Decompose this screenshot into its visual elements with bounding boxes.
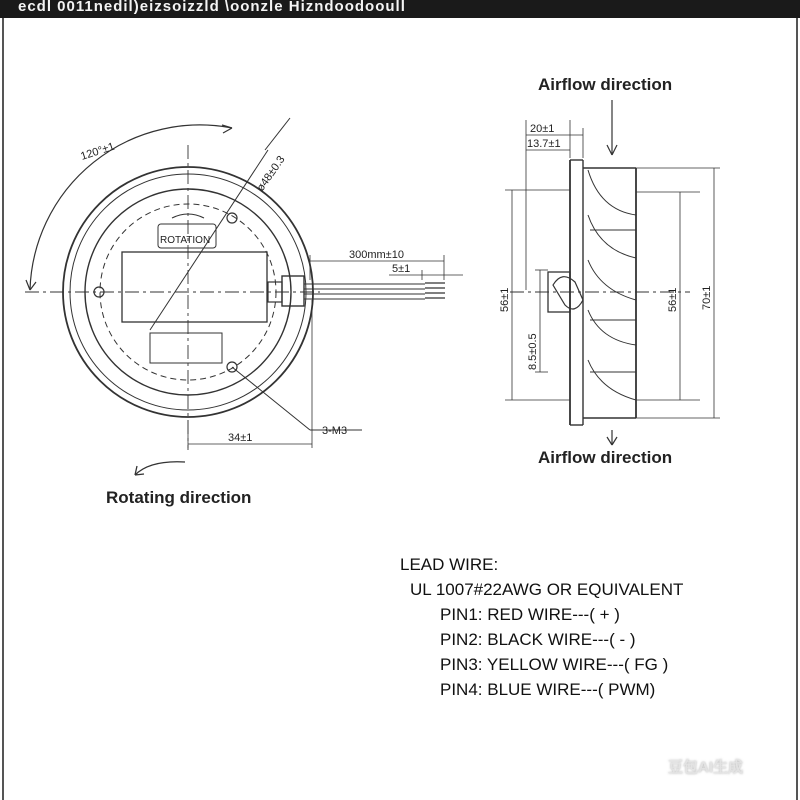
lead-wire-title: LEAD WIRE: — [400, 555, 499, 574]
depth-label: 20±1 — [530, 123, 555, 135]
airflow-bottom-label: Airflow direction — [538, 448, 673, 467]
impeller-blade — [588, 170, 636, 215]
diameter-label: ø48±0.3 — [254, 153, 288, 194]
airflow-top-label: Airflow direction — [538, 75, 673, 94]
mount-distance-label: 34±1 — [228, 432, 253, 444]
pin-4: PIN4: BLUE WIRE---( PWM) — [440, 680, 656, 699]
height-right-label: 56±1 — [667, 287, 679, 312]
pin-3: PIN3: YELLOW WIRE---( FG ) — [440, 655, 669, 674]
connector-plate — [150, 333, 222, 363]
rotation-label: ROTATION — [160, 235, 211, 246]
angle-arc — [30, 125, 232, 290]
lead-wire-standard: UL 1007#22AWG OR EQUIVALENT — [410, 580, 684, 599]
overall-label: 70±1 — [701, 285, 713, 310]
rotating-direction-label: Rotating direction — [106, 488, 252, 507]
screw-label: 3-M3 — [322, 425, 348, 437]
strip-length-label: 5±1 — [392, 263, 411, 275]
inner-depth-label: 13.7±1 — [527, 138, 561, 150]
cable-length-label: 300mm±10 — [349, 249, 404, 261]
watermark: 豆包AI生成 — [668, 759, 744, 776]
header-title: ecdl 0011nedil)eizsoizzld \oonzle Hizndoodooull — [18, 0, 406, 15]
front-view — [25, 118, 463, 475]
rotating-direction-arrow — [135, 462, 185, 475]
angle-label: 120°±1 — [79, 140, 117, 163]
pin-2: PIN2: BLACK WIRE---( - ) — [440, 630, 636, 649]
lead-wire-spec — [400, 552, 683, 702]
diameter-leader — [265, 118, 290, 150]
side-view — [505, 100, 720, 445]
height-left-label: 56±1 — [499, 287, 511, 312]
offset-label: 8.5±0.5 — [527, 333, 539, 370]
pin-1: PIN1: RED WIRE---( + ) — [440, 605, 620, 624]
hub-connector — [553, 277, 583, 309]
cable-gland — [282, 276, 304, 306]
